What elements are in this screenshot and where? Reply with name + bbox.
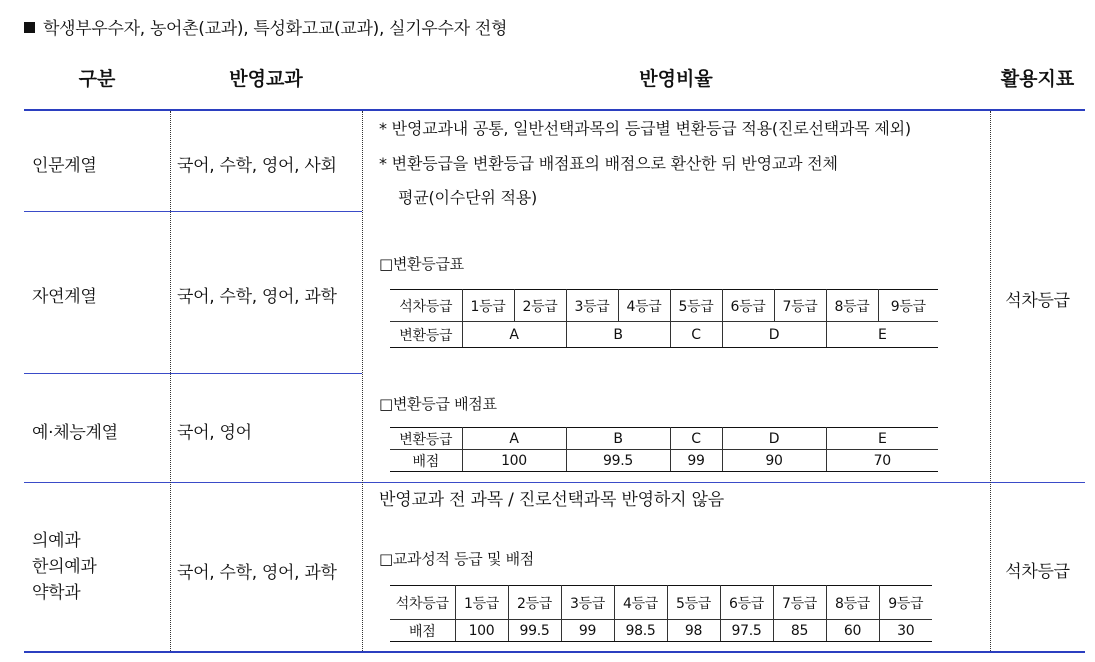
conversion-table bbox=[390, 289, 938, 348]
score-table-title: □변환등급 배점표 bbox=[379, 395, 497, 413]
header-rule bbox=[24, 109, 1085, 111]
row-divider-2 bbox=[24, 373, 362, 374]
table-cell: 3등급 bbox=[566, 290, 618, 322]
table-cell: 4등급 bbox=[618, 290, 670, 322]
table-cell: 99 bbox=[670, 450, 722, 472]
table-cell: 1등급 bbox=[462, 290, 514, 322]
table-cell: 85 bbox=[773, 620, 826, 642]
section-heading bbox=[24, 14, 507, 39]
table-cell: 100 bbox=[462, 450, 566, 472]
row-category-medical bbox=[32, 528, 97, 606]
table-cell: 90 bbox=[722, 450, 826, 472]
table-cell: 9등급 bbox=[879, 586, 932, 620]
row-category-science: 자연계열 bbox=[32, 287, 97, 307]
header-ratio: 반영비율 bbox=[639, 68, 713, 90]
table-cell: 석차등급 bbox=[390, 290, 462, 322]
table-cell: 석차등급 bbox=[390, 586, 455, 620]
table-cell: 98.5 bbox=[614, 620, 667, 642]
table-cell: E bbox=[826, 322, 938, 348]
square-bullet-icon bbox=[24, 22, 35, 33]
index-value-general: 석차등급 bbox=[1005, 291, 1070, 311]
table-row bbox=[390, 450, 938, 472]
row-subjects-medical: 국어, 수학, 영어, 과학 bbox=[177, 563, 337, 583]
table-cell: D bbox=[722, 428, 826, 450]
table-cell: C bbox=[670, 322, 722, 348]
table-cell: 변환등급 bbox=[390, 428, 462, 450]
table-cell: 배점 bbox=[390, 450, 462, 472]
bottom-rule bbox=[24, 651, 1085, 653]
row-subjects-humanities: 국어, 수학, 영어, 사회 bbox=[177, 156, 337, 176]
table-cell: B bbox=[566, 428, 670, 450]
row-divider-1 bbox=[24, 211, 362, 212]
note-1: * 반영교과내 공통, 일반선택과목의 등급별 변환등급 적용(진로선택과목 제외) bbox=[379, 119, 911, 138]
table-cell: 60 bbox=[826, 620, 879, 642]
row-category-humanities: 인문계열 bbox=[32, 156, 97, 176]
table-cell: 2등급 bbox=[514, 290, 566, 322]
table-row bbox=[390, 586, 932, 620]
table-cell: 99.5 bbox=[566, 450, 670, 472]
table-cell: C bbox=[670, 428, 722, 450]
medical-line-1: 의예과 bbox=[32, 531, 81, 551]
medical-table-title: □교과성적 등급 및 배점 bbox=[379, 550, 534, 568]
table-cell: A bbox=[462, 322, 566, 348]
table-cell: 7등급 bbox=[773, 586, 826, 620]
table-cell: 6등급 bbox=[720, 586, 773, 620]
table-cell: 97.5 bbox=[720, 620, 773, 642]
score-table bbox=[390, 427, 938, 472]
table-cell: 6등급 bbox=[722, 290, 774, 322]
table-cell: 2등급 bbox=[508, 586, 561, 620]
table-cell: 1등급 bbox=[455, 586, 508, 620]
column-divider-2 bbox=[362, 111, 363, 651]
table-cell: 4등급 bbox=[614, 586, 667, 620]
row-category-arts: 예·체능계열 bbox=[32, 423, 118, 443]
table-row bbox=[390, 620, 932, 642]
table-cell: 70 bbox=[826, 450, 938, 472]
table-cell: 7등급 bbox=[774, 290, 826, 322]
table-cell: 30 bbox=[879, 620, 932, 642]
row-subjects-arts: 국어, 영어 bbox=[177, 423, 252, 443]
table-cell: E bbox=[826, 428, 938, 450]
table-cell: 5등급 bbox=[670, 290, 722, 322]
table-row bbox=[390, 322, 938, 348]
table-cell: B bbox=[566, 322, 670, 348]
table-cell: 5등급 bbox=[667, 586, 720, 620]
table-cell: 변환등급 bbox=[390, 322, 462, 348]
conversion-table-title: □변환등급표 bbox=[379, 255, 464, 273]
table-cell: 8등급 bbox=[826, 586, 879, 620]
row-subjects-science: 국어, 수학, 영어, 과학 bbox=[177, 287, 337, 307]
table-cell: 배점 bbox=[390, 620, 455, 642]
header-category: 구분 bbox=[78, 68, 116, 90]
table-row bbox=[390, 290, 938, 322]
table-cell: 3등급 bbox=[561, 586, 614, 620]
section-divider bbox=[24, 482, 1085, 483]
table-cell: 8등급 bbox=[826, 290, 878, 322]
medical-note: 반영교과 전 과목 / 진로선택과목 반영하지 않음 bbox=[379, 490, 724, 510]
table-cell: 99 bbox=[561, 620, 614, 642]
note-3: 평균(이수단위 적용) bbox=[398, 188, 538, 207]
column-divider-1 bbox=[170, 111, 171, 651]
table-cell: A bbox=[462, 428, 566, 450]
medical-score-table bbox=[390, 585, 932, 642]
table-row bbox=[390, 428, 938, 450]
table-cell: 99.5 bbox=[508, 620, 561, 642]
header-index: 활용지표 bbox=[1000, 68, 1075, 90]
header-subjects: 반영교과 bbox=[229, 68, 303, 90]
table-cell: 100 bbox=[455, 620, 508, 642]
table-cell: D bbox=[722, 322, 826, 348]
table-cell: 98 bbox=[667, 620, 720, 642]
note-2: * 변환등급을 변환등급 배점표의 배점으로 환산한 뒤 반영교과 전체 bbox=[379, 154, 838, 173]
medical-line-3: 약학과 bbox=[32, 583, 81, 603]
section-heading-text: 학생부우수자, 농어촌(교과), 특성화고교(교과), 실기우수자 전형 bbox=[43, 19, 508, 39]
medical-line-2: 한의예과 bbox=[32, 557, 97, 577]
index-value-medical: 석차등급 bbox=[1005, 562, 1070, 582]
table-cell: 9등급 bbox=[878, 290, 938, 322]
